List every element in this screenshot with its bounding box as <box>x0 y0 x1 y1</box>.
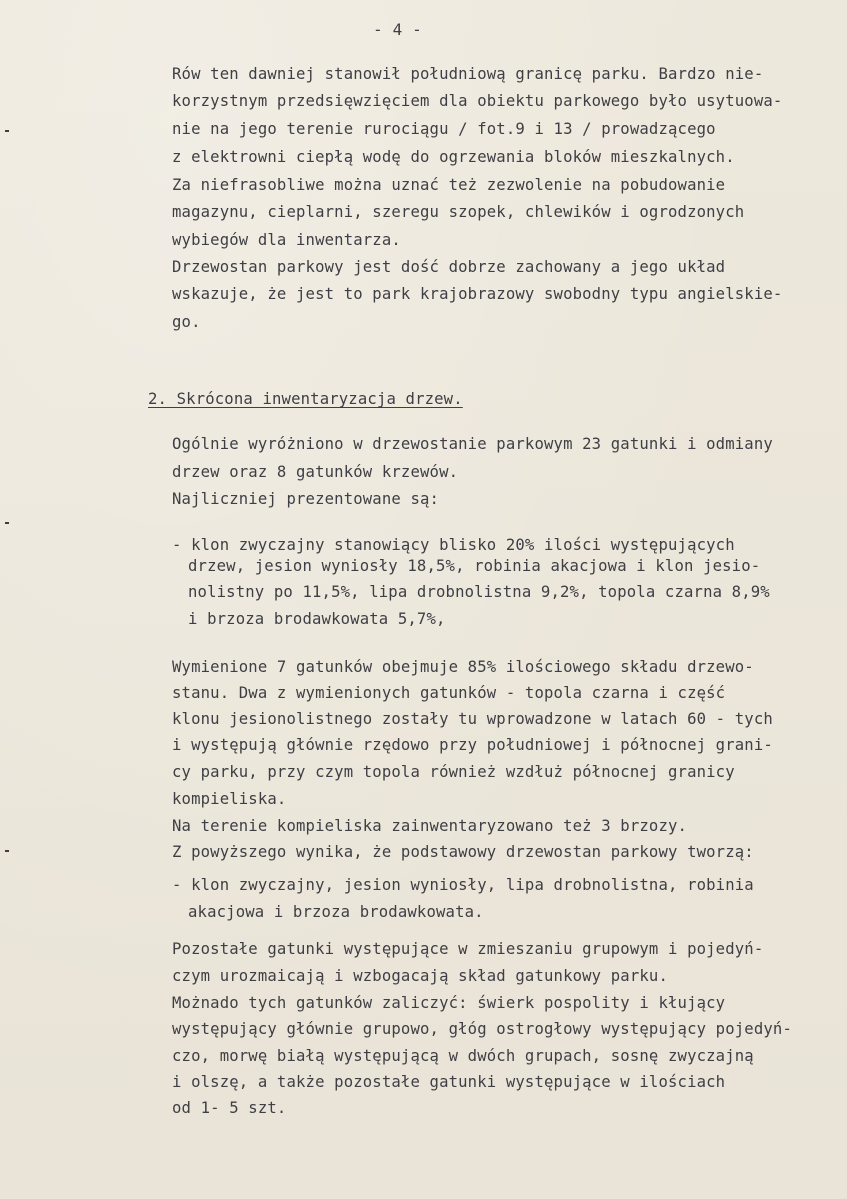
text-line: wybiegów dla inwentarza. <box>172 231 401 249</box>
text-line: wskazuje, że jest to park krajobrazowy swobodny typu angielskie- <box>172 285 783 303</box>
list-item-continuation: nolistny po 11,5%, lipa drobnolistna 9,2%, topola czarna 8,9% <box>188 583 770 601</box>
text-line: od 1- 5 szt. <box>172 1099 287 1117</box>
text-line: kompieliska. <box>172 790 287 808</box>
text-line: Z powyższego wynika, że podstawowy drzewostan parkowy tworzą: <box>172 843 754 861</box>
section-heading: 2. Skrócona inwentaryzacja drzew. <box>148 390 463 408</box>
text-line: cy parku, przy czym topola również wzdłuż północnej granicy <box>172 763 735 781</box>
margin-mark <box>5 130 9 132</box>
text-line: go. <box>172 313 201 331</box>
list-item-continuation: akacjowa i brzoza brodawkowata. <box>188 903 484 921</box>
text-line: Najliczniej prezentowane są: <box>172 490 440 508</box>
text-line: nie na jego terenie rurociągu / fot.9 i 13 / prowadzącego <box>172 120 716 138</box>
page-number: - 4 - <box>373 20 422 39</box>
text-line: stanu. Dwa z wymienionych gatunków - topola czarna i część <box>172 684 726 702</box>
list-item: - klon zwyczajny, jesion wyniosły, lipa drobnolistna, robinia <box>172 876 754 894</box>
text-line: czym urozmaicają i wzbogacają skład gatunkowy parku. <box>172 967 668 985</box>
text-line: Pozostałe gatunki występujące w zmieszaniu grupowym i pojedyń- <box>172 940 764 958</box>
margin-mark <box>5 522 9 524</box>
text-line: i występują głównie rzędowo przy południowej i północnej grani- <box>172 736 773 754</box>
text-line: Ogólnie wyróżniono w drzewostanie parkowym 23 gatunki i odmiany <box>172 435 773 453</box>
list-item-continuation: i brzoza brodawkowata 5,7%, <box>188 610 446 628</box>
margin-mark <box>5 850 9 852</box>
text-line: czo, morwę białą występującą w dwóch grupach, sosnę zwyczajną <box>172 1047 754 1065</box>
text-line: z elektrowni ciepłą wodę do ogrzewania bloków mieszkalnych. <box>172 148 735 166</box>
text-line: Drzewostan parkowy jest dość dobrze zachowany a jego układ <box>172 258 726 276</box>
text-line: magazynu, cieplarni, szeregu szopek, chlewików i ogrodzonych <box>172 203 745 221</box>
text-line: Możnado tych gatunków zaliczyć: świerk pospolity i kłujący <box>172 994 726 1012</box>
list-item-continuation: drzew, jesion wyniosły 18,5%, robinia akacjowa i klon jesio- <box>188 557 761 575</box>
text-line: korzystnym przedsięwzięciem dla obiektu parkowego było usytuowa- <box>172 92 783 110</box>
text-line: Za niefrasobliwe można uznać też zezwolenie na pobudowanie <box>172 176 726 194</box>
text-line: Rów ten dawniej stanowił południową granicę parku. Bardzo nie- <box>172 65 764 83</box>
text-line: Wymienione 7 gatunków obejmuje 85% ilościowego składu drzewo- <box>172 658 754 676</box>
list-item: - klon zwyczajny stanowiący blisko 20% ilości występujących <box>172 536 735 554</box>
text-line: klonu jesionolistnego zostały tu wprowadzone w latach 60 - tych <box>172 710 773 728</box>
text-line: Na terenie kompieliska zainwentaryzowano też 3 brzozy. <box>172 817 688 835</box>
text-line: drzew oraz 8 gatunków krzewów. <box>172 463 459 481</box>
text-line: i olszę, a także pozostałe gatunki występujące w ilościach <box>172 1073 726 1091</box>
text-line: występujący głównie grupowo, głóg ostrogłowy występujący pojedyń- <box>172 1020 792 1038</box>
